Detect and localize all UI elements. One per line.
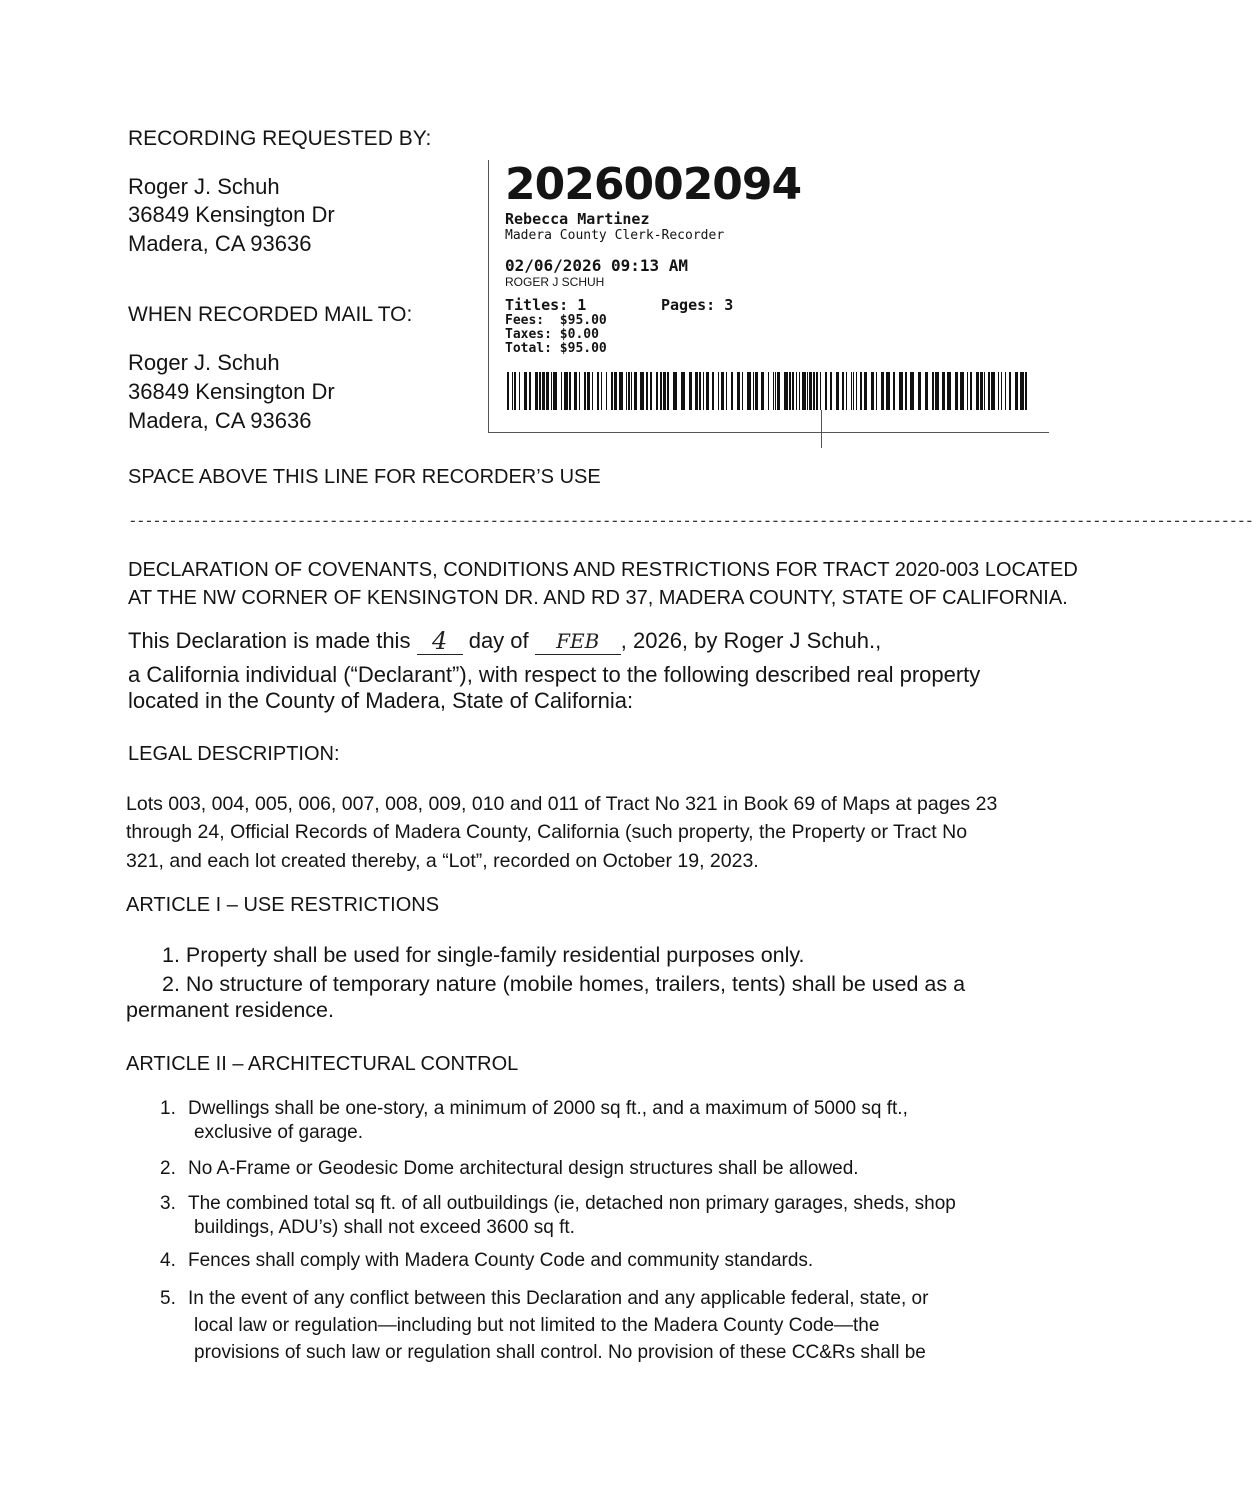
barcode-bar — [768, 372, 769, 410]
barcode-bar — [535, 372, 538, 410]
barcode-bar — [628, 372, 630, 410]
barcode-bar — [886, 372, 890, 410]
barcode-bar — [777, 372, 780, 410]
barcode-bar — [553, 372, 557, 410]
barcode-bar — [695, 372, 698, 410]
barcode-bar — [731, 372, 733, 410]
item-number: 4. — [160, 1250, 176, 1271]
barcode-bar — [569, 372, 571, 410]
barcode-bar — [851, 372, 852, 410]
barcode-bar — [856, 372, 857, 410]
barcode-bar — [1020, 372, 1024, 410]
barcode-bar — [561, 372, 562, 410]
barcode-bar — [721, 372, 724, 410]
barcode-bar — [681, 372, 685, 410]
barcode-bar — [980, 372, 983, 410]
barcode-bar — [546, 372, 549, 410]
barcode-bar — [813, 372, 815, 410]
titles-count: Titles: 1 — [505, 296, 587, 314]
barcode-bar — [1001, 372, 1002, 410]
barcode-bar — [737, 372, 740, 410]
barcode-bar — [910, 372, 914, 410]
item-text: The combined total sq ft. of all outbuildings (ie, detached non primary garages, sheds, shop — [188, 1193, 956, 1214]
barcode-bar — [905, 372, 907, 410]
barcode-bar — [587, 372, 590, 410]
barcode-bar — [663, 372, 666, 410]
item-text: No A-Frame or Geodesic Dome architectural design structures shall be allowed. — [188, 1158, 859, 1179]
barcode-bar — [1005, 372, 1006, 410]
barcode-bar — [846, 372, 847, 410]
requester-city: Madera, CA 93636 — [128, 231, 312, 256]
barcode-bar — [960, 372, 964, 410]
barcode-bar — [853, 372, 854, 410]
recorder-title: Madera County Clerk-Recorder — [505, 228, 725, 243]
barcode-bar — [514, 372, 516, 410]
article-1-item-1: 1. Property shall be used for single-family residential purposes only. — [162, 943, 805, 967]
barcode-bar — [703, 372, 704, 410]
barcode-bar — [753, 372, 754, 410]
barcode-bar — [984, 372, 985, 410]
barcode-bar — [529, 372, 531, 410]
mail-to-name: Roger J. Schuh — [128, 350, 280, 375]
item-text: In the event of any conflict between this Declaration and any applicable federal, state, or — [188, 1288, 929, 1309]
barcode-bar — [726, 372, 727, 410]
barcode-bar — [809, 372, 812, 410]
item-number: 2. — [160, 1158, 176, 1179]
article-1-item-2-line1: 2. No structure of temporary nature (mobile homes, trailers, tents) shall be used as a — [162, 972, 966, 996]
pages-count: Pages: 3 — [661, 296, 734, 314]
barcode-bar — [947, 372, 951, 410]
item-number: 1. — [160, 1098, 176, 1119]
barcode-image — [507, 372, 1029, 410]
barcode-bar — [512, 372, 513, 410]
barcode-bar — [519, 372, 520, 410]
barcode-bar — [789, 372, 791, 410]
barcode-bar — [1015, 372, 1018, 410]
barcode-bar — [706, 372, 709, 410]
barcode-bar — [784, 372, 788, 410]
declaration-title-line2: AT THE NW CORNER OF KENSINGTON DR. AND RD 37, MADERA COUNTY, STATE OF CALIFORNIA. — [128, 587, 1068, 609]
barcode-bar — [507, 372, 509, 410]
separator-line: -------------------------------------------------------------------------------------------------------------------------------------------- — [128, 511, 1253, 530]
recording-requested-label: RECORDING REQUESTED BY: — [128, 127, 432, 150]
barcode-bar — [614, 372, 617, 410]
item-number: 5. — [160, 1288, 176, 1309]
handwritten-month: FEB — [535, 627, 621, 655]
legal-description-line1: Lots 003, 004, 005, 006, 007, 008, 009, 010 and 011 of Tract No 321 in Book 69 of Maps at pages 23 — [126, 793, 998, 815]
intro-suffix: , 2026, by Roger J Schuh., — [620, 628, 882, 653]
mail-to-city: Madera, CA 93636 — [128, 408, 312, 433]
fees-line: Fees: $95.00 — [505, 313, 607, 328]
recorder-name: Rebecca Martinez — [505, 210, 650, 228]
barcode-bar — [893, 372, 895, 410]
barcode-bar — [656, 372, 658, 410]
barcode-bar — [955, 372, 958, 410]
barcode-bar — [932, 372, 934, 410]
article-2-item — [160, 1097, 956, 1157]
barcode-bar — [574, 372, 577, 410]
barcode-bar — [673, 372, 677, 410]
barcode-bar — [634, 372, 637, 410]
recorder-stamp — [488, 160, 1049, 433]
article-2-item — [160, 1285, 956, 1366]
item-text-continued: exclusive of garage. — [194, 1122, 363, 1143]
intro-line1 — [128, 626, 881, 655]
barcode-bar — [864, 372, 867, 410]
barcode-bar — [626, 372, 627, 410]
barcode-bar — [712, 372, 714, 410]
barcode-bar — [619, 372, 623, 410]
barcode-bar — [970, 372, 972, 410]
barcode-bar — [761, 372, 764, 410]
article-2-item — [160, 1157, 956, 1192]
intro-day-of: day of — [468, 628, 529, 653]
barcode-bar — [802, 372, 806, 410]
barcode-bar — [773, 372, 774, 410]
barcode-bar — [606, 372, 607, 410]
item-number: 3. — [160, 1193, 176, 1214]
barcode-bar — [942, 372, 945, 410]
barcode-bar — [876, 372, 877, 410]
barcode-bar — [830, 372, 832, 410]
barcode-bar — [816, 372, 818, 410]
barcode-bar — [646, 372, 648, 410]
barcode-bar — [871, 372, 874, 410]
taxes-line: Taxes: $0.00 — [505, 327, 599, 342]
barcode-bar — [967, 372, 968, 410]
barcode-bar — [611, 372, 613, 410]
item-text: Fences shall comply with Madera County Code and community standards. — [188, 1250, 814, 1271]
legal-description-line3: 321, and each lot created thereby, a “Lot”, recorded on October 19, 2023. — [126, 850, 759, 872]
barcode-bar — [935, 372, 939, 410]
item-text: Dwellings shall be one-story, a minimum of 2000 sq ft., and a maximum of 5000 sq ft., — [188, 1098, 908, 1119]
barcode-bar — [775, 372, 776, 410]
document-number: 2026002094 — [505, 159, 802, 210]
barcode-bar — [899, 372, 903, 410]
legal-description-line2: through 24, Official Records of Madera County, California (such property, the Property or Tract No — [126, 821, 968, 843]
barcode-bar — [597, 372, 599, 410]
barcode-bar — [825, 372, 827, 410]
barcode-bar — [988, 372, 990, 410]
barcode-bar — [998, 372, 999, 410]
barcode-bar — [631, 372, 632, 410]
barcode-bar — [667, 372, 669, 410]
legal-description-label: LEGAL DESCRIPTION: — [128, 743, 340, 765]
barcode-bar — [1009, 372, 1011, 410]
requester-street: 36849 Kensington Dr — [128, 202, 335, 227]
barcode-bar — [807, 372, 808, 410]
barcode-bar — [551, 372, 552, 410]
article-1-heading: ARTICLE I – USE RESTRICTIONS — [126, 894, 440, 916]
barcode-bar — [584, 372, 586, 410]
barcode-bar — [689, 372, 692, 410]
total-line: Total: $95.00 — [505, 341, 607, 356]
barcode-bar — [742, 372, 743, 410]
intro-line3: located in the County of Madera, State of California: — [128, 688, 634, 713]
declaration-title-line1: DECLARATION OF COVENANTS, CONDITIONS AND RESTRICTIONS FOR TRACT 2020-003 LOCATED — [128, 559, 1078, 581]
article-2-heading: ARTICLE II – ARCHITECTURAL CONTROL — [126, 1053, 519, 1075]
barcode-bar — [542, 372, 545, 410]
article-2-item — [160, 1249, 956, 1285]
barcode-bar — [881, 372, 884, 410]
item-text-continued: local law or regulation—including but not limited to the Madera County Code—the — [194, 1315, 880, 1336]
barcode-bar — [592, 372, 593, 410]
mail-to-label: WHEN RECORDED MAIL TO: — [128, 303, 413, 326]
stamp-divider — [821, 410, 822, 448]
barcode-bar — [601, 372, 602, 410]
recorded-by: ROGER J SCHUH — [505, 275, 605, 289]
requester-name: Roger J. Schuh — [128, 174, 280, 199]
item-text-continued: provisions of such law or regulation shall control. No provision of these CC&Rs shall be — [194, 1342, 926, 1363]
barcode-bar — [792, 372, 794, 410]
barcode-bar — [699, 372, 701, 410]
barcode-bar — [976, 372, 979, 410]
barcode-bar — [820, 372, 821, 410]
item-text-continued: buildings, ADU’s) shall not exceed 3600 sq ft. — [194, 1217, 575, 1238]
intro-prefix: This Declaration is made this — [128, 628, 411, 653]
article-2-item — [160, 1192, 956, 1249]
barcode-bar — [836, 372, 839, 410]
article-1-item-2-line2: permanent residence. — [126, 998, 334, 1022]
barcode-bar — [799, 372, 800, 410]
barcode-bar — [918, 372, 921, 410]
barcode-bar — [860, 372, 862, 410]
intro-line2: a California individual (“Declarant”), with respect to the following described real property — [128, 662, 981, 687]
barcode-bar — [1025, 372, 1027, 410]
handwritten-day: 4 — [417, 627, 463, 655]
barcode-bar — [842, 372, 844, 410]
barcode-bar — [925, 372, 928, 410]
mail-to-street: 36849 Kensington Dr — [128, 379, 335, 404]
barcode-bar — [640, 372, 644, 410]
article-2-list — [160, 1097, 956, 1366]
barcode-bar — [524, 372, 527, 410]
barcode-bar — [579, 372, 580, 410]
barcode-bar — [718, 372, 719, 410]
barcode-bar — [747, 372, 751, 410]
recording-datetime: 02/06/2026 09:13 AM — [505, 256, 689, 275]
barcode-bar — [991, 372, 995, 410]
space-above-label: SPACE ABOVE THIS LINE FOR RECORDER’S USE — [128, 466, 601, 488]
barcode-bar — [564, 372, 568, 410]
barcode-bar — [539, 372, 541, 410]
barcode-bar — [755, 372, 758, 410]
barcode-bar — [650, 372, 652, 410]
barcode-bar — [796, 372, 797, 410]
barcode-bar — [660, 372, 662, 410]
